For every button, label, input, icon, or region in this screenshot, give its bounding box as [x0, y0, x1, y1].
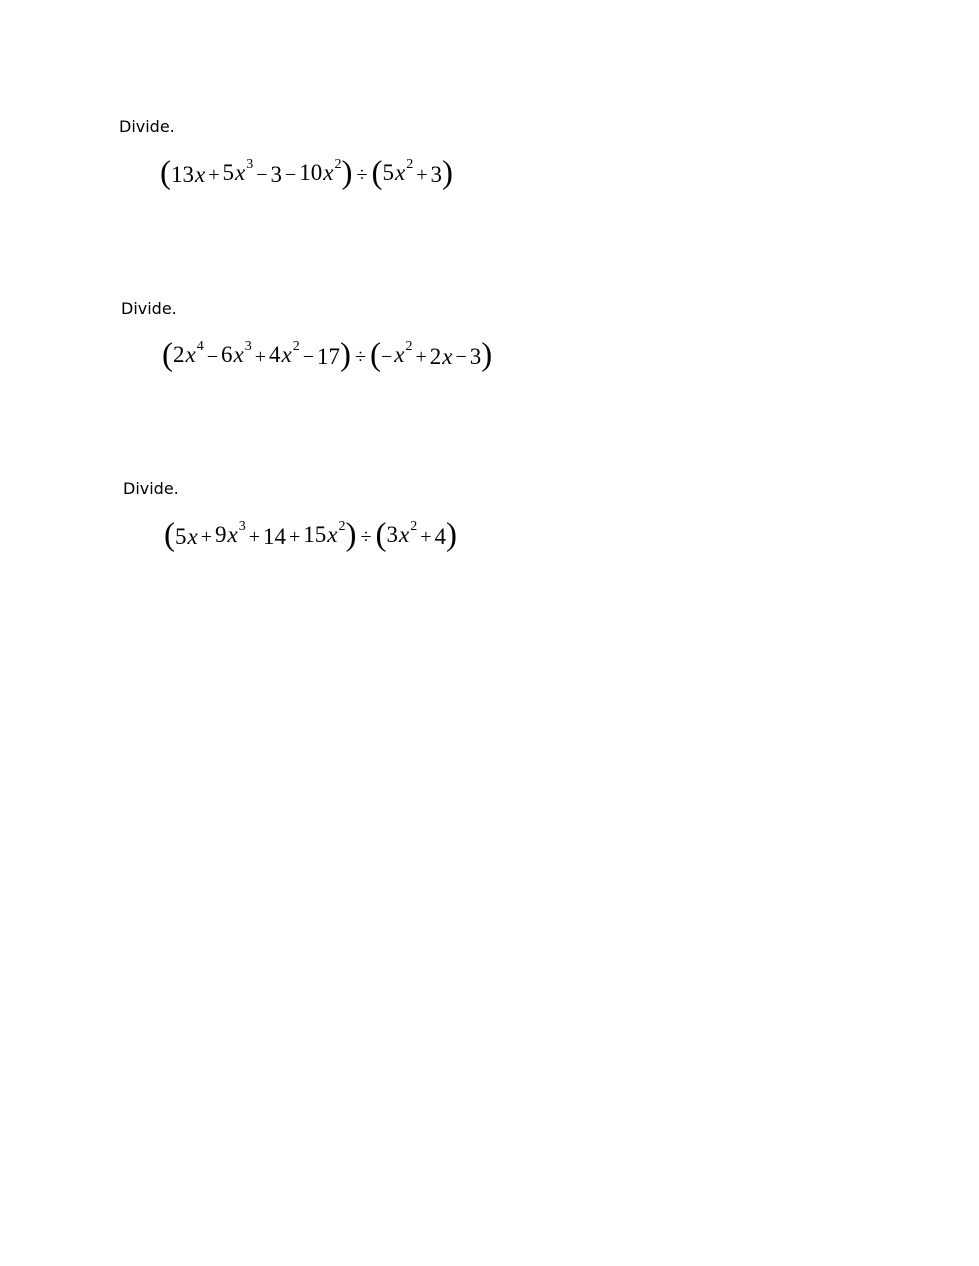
close-paren: ) — [441, 155, 453, 191]
exponent: 2 — [410, 519, 418, 534]
term — [299, 155, 341, 195]
term — [303, 517, 345, 557]
problem-3-instruction: Divide. — [123, 479, 179, 498]
exponent: 2 — [334, 157, 342, 172]
term — [215, 517, 246, 557]
term — [175, 519, 198, 555]
term — [221, 337, 252, 377]
close-paren: ) — [445, 517, 457, 553]
exponent: 2 — [292, 339, 300, 354]
variable: x — [187, 524, 198, 549]
operator-sign: − — [302, 346, 314, 368]
variable: x — [281, 342, 292, 367]
operator-sign: − — [380, 346, 393, 368]
term — [470, 339, 482, 375]
variable: x — [442, 344, 453, 369]
coefficient: 6 — [221, 342, 233, 367]
exponent: 4 — [196, 339, 204, 354]
term — [430, 339, 453, 375]
coefficient: 2 — [429, 344, 442, 369]
problem-1-expression — [160, 155, 453, 195]
close-paren: ) — [341, 155, 353, 191]
variable: x — [323, 160, 334, 185]
term — [430, 157, 442, 193]
term — [173, 337, 204, 377]
coefficient: 14 — [263, 524, 286, 549]
variable: x — [394, 342, 405, 367]
coefficient: 5 — [175, 524, 187, 549]
term — [223, 155, 254, 195]
term — [263, 519, 286, 555]
close-paren: ) — [340, 337, 351, 373]
close-paren: ) — [345, 517, 357, 553]
term — [269, 337, 300, 377]
open-paren: ( — [162, 337, 173, 373]
coefficient: 3 — [430, 162, 442, 187]
variable: x — [398, 522, 410, 547]
term — [434, 519, 446, 555]
exponent: 3 — [238, 519, 246, 534]
coefficient: 3 — [386, 522, 398, 547]
operator-sign: + — [420, 526, 432, 548]
term — [271, 157, 283, 193]
term — [317, 339, 340, 375]
variable: x — [233, 342, 244, 367]
coefficient: 10 — [299, 160, 323, 185]
open-paren: ( — [375, 517, 387, 553]
operator-sign: + — [289, 526, 301, 548]
operator-sign: + — [254, 346, 266, 368]
exponent: 3 — [244, 339, 252, 354]
exponent: 2 — [406, 157, 414, 172]
variable: x — [394, 160, 406, 185]
operator-sign: − — [206, 346, 218, 368]
division-sign: ÷ — [355, 346, 366, 368]
term — [382, 155, 413, 195]
operator-sign: + — [416, 164, 428, 186]
operator-sign: + — [208, 164, 220, 186]
exponent: 2 — [338, 519, 346, 534]
coefficient: 9 — [215, 522, 227, 547]
coefficient: 3 — [270, 162, 282, 187]
problem-3-expression — [164, 517, 457, 557]
close-paren: ) — [481, 337, 493, 373]
coefficient: 2 — [173, 342, 185, 367]
variable: x — [195, 162, 206, 187]
coefficient: 5 — [222, 160, 234, 185]
coefficient: 5 — [382, 160, 394, 185]
coefficient: 4 — [269, 342, 281, 367]
variable: x — [327, 522, 338, 547]
term — [393, 337, 412, 377]
term — [386, 517, 417, 557]
coefficient: 17 — [317, 344, 340, 369]
operator-sign: − — [285, 164, 297, 186]
operator-sign: + — [415, 346, 427, 368]
coefficient: 13 — [171, 162, 194, 187]
open-paren: ( — [164, 517, 175, 553]
operator-sign: − — [455, 346, 467, 368]
operator-sign: − — [256, 164, 268, 186]
division-sign: ÷ — [360, 526, 372, 548]
variable: x — [235, 160, 246, 185]
division-sign: ÷ — [356, 164, 368, 186]
term — [171, 157, 205, 193]
coefficient: 4 — [434, 524, 446, 549]
problem-2-expression — [162, 337, 492, 377]
open-paren: ( — [160, 155, 171, 191]
operator-sign: + — [200, 526, 212, 548]
exponent: 3 — [246, 157, 254, 172]
exponent: 2 — [405, 339, 413, 354]
coefficient: 15 — [303, 522, 327, 547]
problem-1-instruction: Divide. — [119, 117, 175, 136]
variable: x — [227, 522, 238, 547]
variable: x — [185, 342, 196, 367]
open-paren: ( — [369, 337, 381, 373]
open-paren: ( — [371, 155, 383, 191]
coefficient: 3 — [469, 344, 482, 369]
problem-2-instruction: Divide. — [121, 299, 177, 318]
operator-sign: + — [248, 526, 260, 548]
